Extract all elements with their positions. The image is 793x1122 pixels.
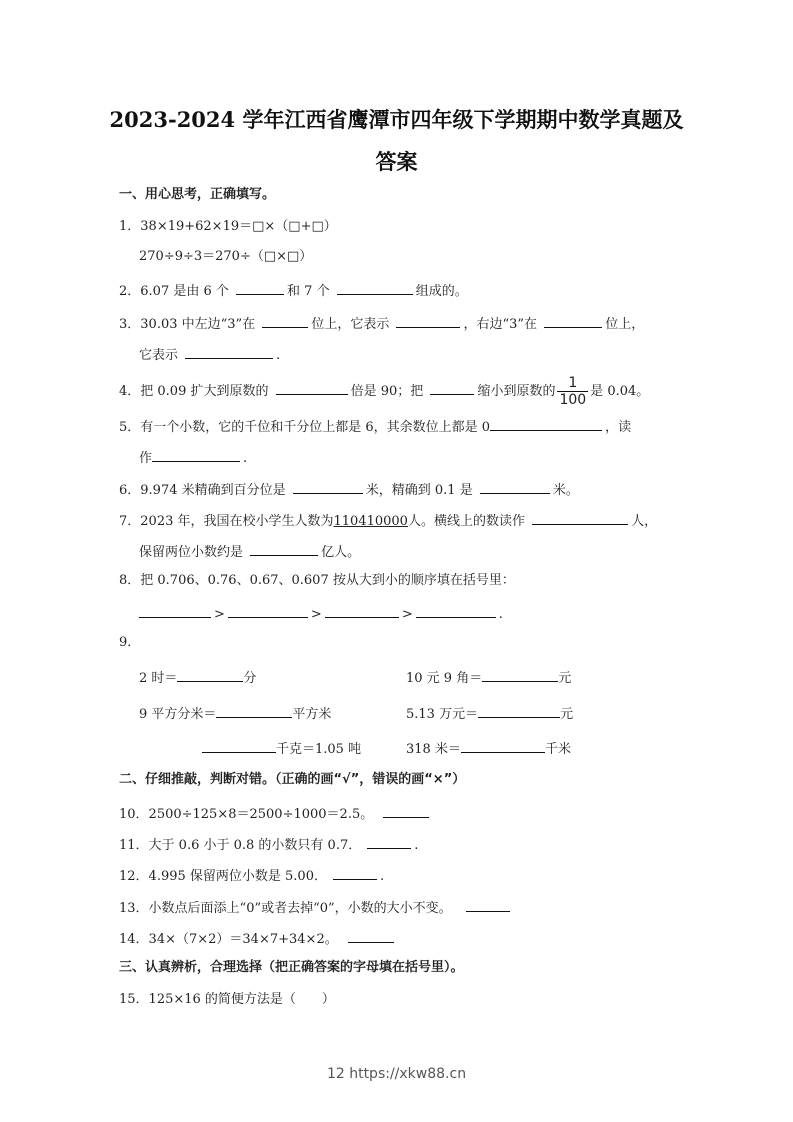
- q6-blank-1[interactable]: [293, 479, 363, 494]
- q9-item-1-post: 分: [243, 671, 257, 686]
- q9-item-4-pre: 5.13 万元＝: [406, 707, 479, 722]
- fraction-denominator: 100: [559, 392, 587, 408]
- q9-item-6-post: 千米: [544, 742, 571, 757]
- q5-text-d: .: [243, 451, 248, 466]
- q12-answer-blank[interactable]: [333, 865, 377, 880]
- question-7-line2: [139, 541, 360, 562]
- q3-text-c: ，右边“3”在: [463, 317, 538, 332]
- question-14: [119, 928, 397, 949]
- fraction-numerator: 1: [557, 375, 588, 392]
- q9-item-4: [406, 703, 573, 724]
- q11-end: .: [414, 838, 419, 853]
- question-7-line1: [119, 510, 657, 531]
- q14-answer-blank[interactable]: [348, 928, 394, 943]
- q7-text-a: 7．2023 年，我国在校小学生人数为: [119, 514, 334, 529]
- question-9-label: 9．: [119, 635, 141, 650]
- q3-text-b: 位上，它表示: [311, 317, 390, 332]
- q3-blank-1[interactable]: [262, 313, 308, 328]
- q9-blank-5[interactable]: [202, 738, 276, 753]
- q8-end: .: [498, 607, 503, 622]
- q5-text-a: 5．有一个小数，它的千位和千分位上都是 6，其余数位上都是 0: [119, 420, 491, 435]
- q7-blank-1[interactable]: [532, 510, 628, 525]
- q9-item-3-pre: 9 平方分米＝: [139, 707, 217, 722]
- q11-answer-blank[interactable]: [367, 834, 411, 849]
- q9-item-6: [406, 738, 571, 759]
- q9-item-2-post: 元: [558, 671, 572, 686]
- q2-blank-1[interactable]: [236, 280, 284, 295]
- document-title-line2: 答案: [375, 149, 418, 174]
- q7-underlined-number: 110410000: [333, 514, 408, 529]
- document-title-line1: 2023-2024 学年江西省鹰潭市四年级下学期期中数学真题及: [109, 107, 684, 132]
- q4-text-d: 是 0.04。: [590, 384, 650, 399]
- question-5-line2: [139, 447, 247, 468]
- q8-gt-3: >: [401, 607, 413, 622]
- q9-item-5: [202, 738, 361, 759]
- q4-text-c: 缩小到原数的: [477, 384, 556, 399]
- question-12: [119, 865, 384, 886]
- q8-gt-1: >: [214, 607, 225, 622]
- q4-text-a: 4．把 0.09 扩大到原数的: [119, 384, 269, 399]
- q9-blank-1[interactable]: [177, 667, 243, 682]
- q6-blank-2[interactable]: [480, 479, 550, 494]
- question-10: [119, 803, 432, 824]
- q7-text-d: 保留两位小数约是: [139, 545, 244, 560]
- fraction-1-over-100: [557, 375, 588, 408]
- question-2: [119, 280, 468, 301]
- q10-answer-blank[interactable]: [383, 803, 429, 818]
- q9-blank-6[interactable]: [461, 738, 545, 753]
- q7-text-e: 亿人。: [321, 545, 361, 560]
- section-1-heading: 一、用心思考，正确填写。: [119, 187, 276, 202]
- q13-text: 13．小数点后面添上“0”或者去掉“0”，小数的大小不变。: [119, 901, 452, 916]
- page-footer: 12 https://xkw88.cn: [326, 1066, 467, 1082]
- q8-gt-2: >: [310, 607, 322, 622]
- section-3-heading: 三、认真辨析，合理选择（把正确答案的字母填在括号里）。: [119, 960, 464, 975]
- q3-text-e: 它表示: [139, 348, 179, 363]
- q2-text-b: 和 7 个: [287, 284, 330, 299]
- q3-text-a: 3．30.03 中左边“3”在: [119, 317, 256, 332]
- q5-blank-1[interactable]: [490, 416, 602, 431]
- q14-text: 14．34×（7×2）＝34×7+34×2。: [119, 932, 338, 947]
- q9-item-2-pre: 10 元 9 角＝: [406, 671, 483, 686]
- q5-blank-2[interactable]: [152, 447, 240, 462]
- q11-text: 11．大于 0.6 小于 0.8 的小数只有 0.7．: [119, 838, 362, 853]
- question-5-line1: [119, 416, 631, 437]
- question-1-line1: 1．38×19+62×19＝□×（□+□）: [119, 219, 337, 234]
- q6-text-b: 米，精确到 0.1 是: [365, 483, 473, 498]
- q8-blank-2[interactable]: [228, 603, 308, 618]
- question-6: [119, 479, 579, 500]
- q12-text: 12．4.995 保留两位小数是 5.00．: [119, 869, 327, 884]
- q10-text: 10．2500÷125×8＝2500÷1000＝2.5。: [119, 807, 374, 822]
- q9-item-3-post: 平方米: [292, 707, 332, 722]
- question-4: [119, 375, 649, 408]
- q9-item-1-pre: 2 时＝: [139, 671, 178, 686]
- question-15: 15．125×16 的简便方法是（ ）: [119, 992, 335, 1007]
- q9-item-1: [139, 667, 256, 688]
- q6-text-c: 米。: [552, 483, 579, 498]
- q3-blank-3[interactable]: [544, 313, 602, 328]
- q7-text-c: 人，: [631, 514, 658, 529]
- q12-end: .: [379, 869, 385, 884]
- q3-text-d: 位上，: [605, 317, 645, 332]
- q5-text-c: 作: [139, 451, 153, 466]
- q7-blank-2[interactable]: [250, 541, 318, 556]
- q9-item-2: [406, 667, 571, 688]
- question-8-line2: [139, 603, 503, 624]
- question-3-line2: [139, 344, 280, 365]
- q9-item-3: [139, 703, 331, 724]
- q4-blank-2[interactable]: [430, 380, 474, 395]
- q9-blank-2[interactable]: [482, 667, 558, 682]
- question-8-line1: 8．把 0.706、0.76、0.67、0.607 按从大到小的顺序填在括号里：: [119, 573, 515, 588]
- q8-blank-1[interactable]: [139, 603, 211, 618]
- q3-blank-4[interactable]: [185, 344, 273, 359]
- q6-text-a: 6．9.974 米精确到百分位是: [119, 483, 286, 498]
- q9-blank-4[interactable]: [478, 703, 560, 718]
- q2-text-a: 2．6.07 是由 6 个: [119, 284, 229, 299]
- q9-item-5-post: 千克＝1.05 吨: [276, 742, 362, 757]
- q4-blank-1[interactable]: [276, 380, 348, 395]
- q9-item-6-pre: 318 米＝: [406, 742, 461, 757]
- q3-blank-2[interactable]: [396, 313, 460, 328]
- question-1-line2: 270÷9÷3＝270÷（□×□）: [139, 249, 313, 264]
- q5-text-b: ，读: [605, 420, 632, 435]
- q8-blank-3[interactable]: [325, 603, 399, 618]
- section-2-heading: 二、仔细推敲，判断对错。（正确的画“√”，错误的画“×”）: [119, 772, 466, 787]
- q13-answer-blank[interactable]: [466, 897, 510, 912]
- question-13: [119, 897, 513, 918]
- q2-blank-2[interactable]: [337, 280, 413, 295]
- q8-blank-4[interactable]: [416, 603, 496, 618]
- q3-text-f: .: [276, 348, 281, 363]
- question-3-line1: [119, 313, 644, 334]
- question-11: [119, 834, 418, 855]
- q9-blank-3[interactable]: [216, 703, 292, 718]
- q2-text-c: 组成的。: [415, 284, 468, 299]
- q4-text-b: 倍是 90；把: [350, 384, 424, 399]
- q7-text-b: 人。横线上的数读作: [407, 514, 525, 529]
- q9-item-4-post: 元: [560, 707, 574, 722]
